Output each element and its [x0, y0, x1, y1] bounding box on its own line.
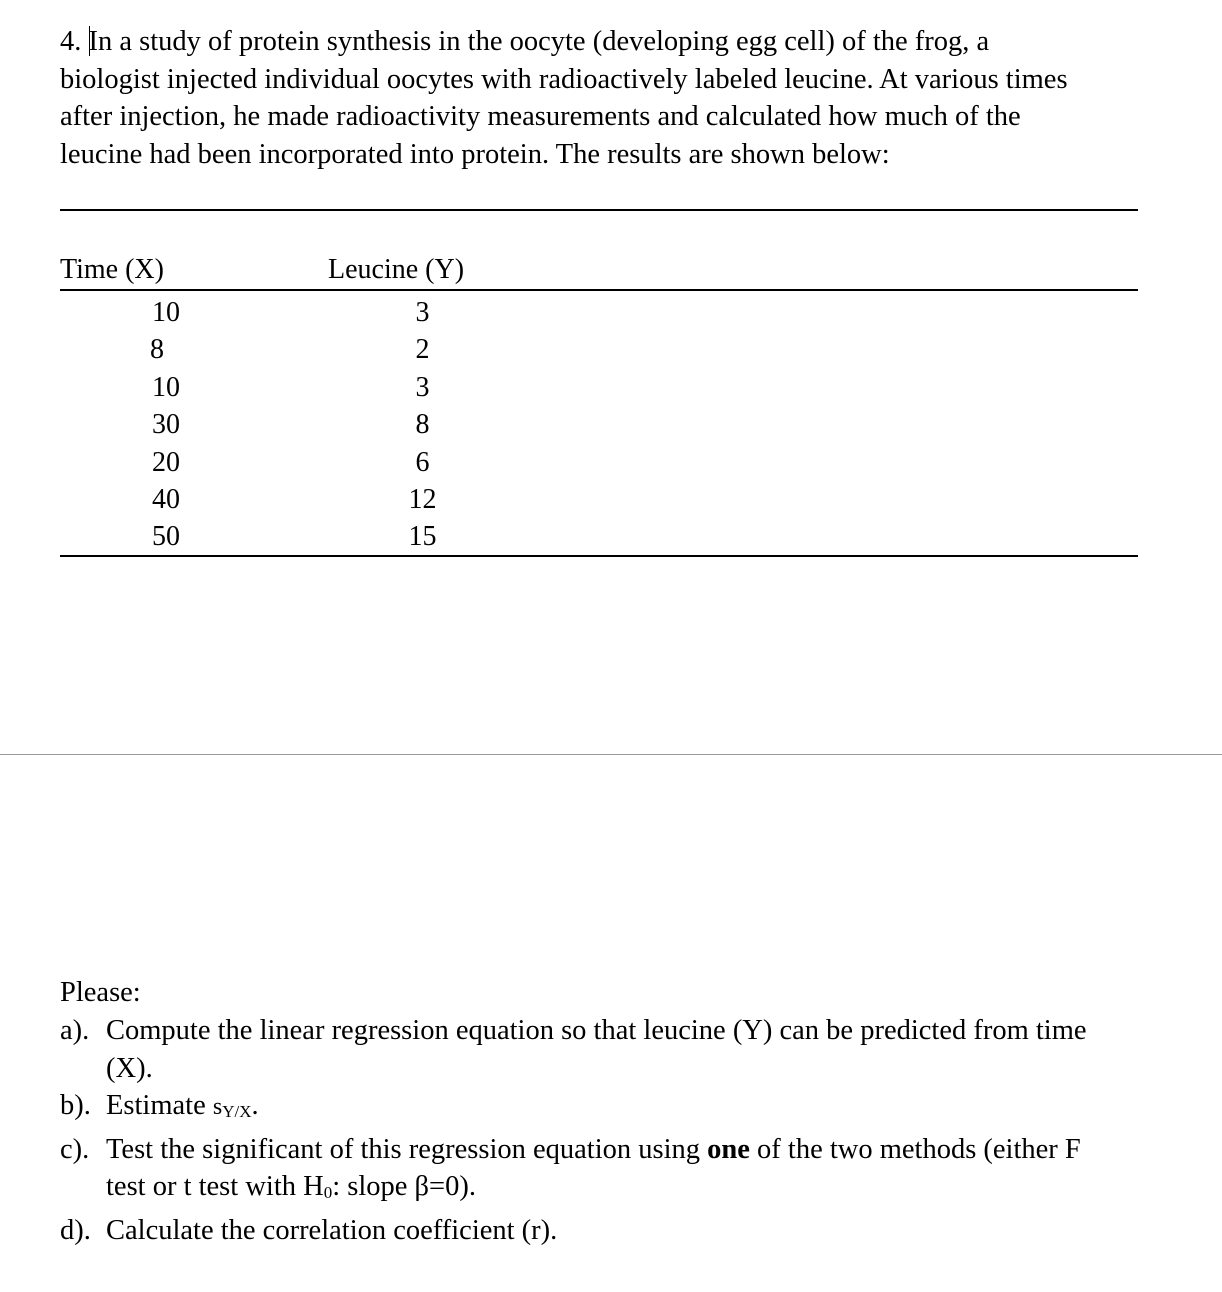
instructions-list [60, 1012, 1170, 1249]
task-c-pre: Test the significant of this regression equation using [106, 1133, 708, 1165]
table-row [0, 444, 1222, 481]
table-row [0, 369, 1222, 406]
question-line-3: after injection, he made radioactivity measurements and calculated how much of the [60, 101, 1021, 133]
time-value: 8 [150, 334, 164, 366]
task-d-text: Calculate the correlation coefficient (r). [106, 1214, 558, 1246]
leucine-value: 3 [415, 371, 430, 403]
leucine-value: 12 [408, 483, 437, 515]
time-value: 30 [152, 409, 180, 441]
question-line-4: leucine had been incorporated into protein. The results are shown below: [60, 138, 890, 170]
table-row [0, 294, 1222, 331]
task-d-label: d). [60, 1214, 91, 1246]
time-value: 20 [152, 446, 180, 478]
time-value: 40 [152, 483, 180, 515]
task-c-post: of the two methods (either F [749, 1133, 1081, 1165]
task-c-h-subscript: 0 [323, 1183, 333, 1202]
leucine-value: 8 [415, 409, 430, 441]
data-table [0, 294, 1222, 556]
table-row [0, 518, 1222, 555]
page-divider [0, 754, 1222, 755]
table-header-rule [60, 289, 1138, 291]
table-row [0, 331, 1222, 368]
table-top-rule [60, 209, 1138, 211]
table-header-leucine: Leucine (Y) [328, 254, 465, 285]
task-b-subscript: Y/X [222, 1102, 252, 1121]
task-b-symbol: s [212, 1094, 223, 1120]
task-c-bold: one [707, 1133, 750, 1165]
table-row [0, 481, 1222, 518]
task-c-line2-pre: test or t test with H [106, 1171, 324, 1202]
question-line-1-text: In a study of protein synthesis in the oocyte (developing egg cell) of the frog, a [88, 26, 990, 57]
question-line-2: biologist injected individual oocytes with radioactively labeled leucine. At various times [60, 63, 1068, 95]
leucine-value: 15 [408, 521, 437, 553]
time-value: 50 [152, 521, 180, 553]
task-c [60, 1131, 1170, 1212]
task-b-label: b). [60, 1090, 91, 1121]
task-a-line-1: Compute the linear regression equation so that leucine (Y) can be predicted from time [106, 1015, 1087, 1046]
leucine-value: 6 [415, 446, 430, 478]
task-b-text: Estimate [106, 1090, 213, 1121]
leucine-value: 3 [415, 297, 430, 328]
task-c-label: c). [60, 1133, 90, 1165]
task-a-line-2: (X). [106, 1052, 153, 1084]
question-line-1 [60, 23, 1160, 61]
task-a-label: a). [60, 1015, 90, 1046]
question-number: 4. [60, 26, 89, 57]
table-row [0, 406, 1222, 443]
task-a [60, 1012, 1170, 1087]
task-d [60, 1212, 1170, 1250]
task-b-end: . [251, 1090, 259, 1121]
instructions-heading: Please: [60, 977, 141, 1008]
time-value: 10 [152, 371, 180, 403]
task-c-line2-post: : slope β=0). [332, 1171, 476, 1202]
table-bottom-rule [60, 555, 1138, 557]
task-b [60, 1087, 1170, 1131]
leucine-value: 2 [415, 334, 430, 366]
question-text [60, 23, 1160, 173]
time-value: 10 [152, 297, 180, 328]
table-header-time: Time (X) [60, 254, 164, 285]
